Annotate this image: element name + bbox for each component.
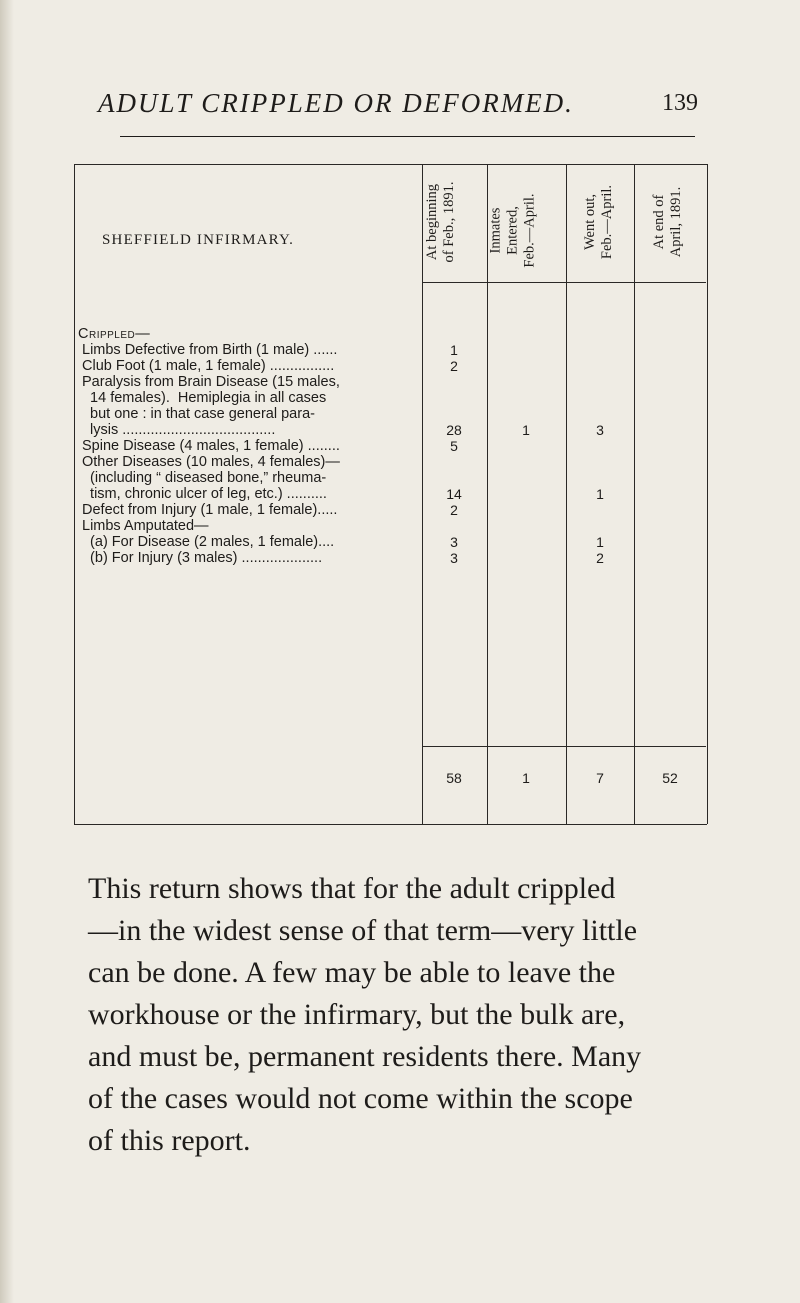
row-label: Defect from Injury (1 male, 1 female)..... bbox=[82, 502, 338, 518]
row-label: (including “ diseased bone,” rheuma- bbox=[82, 470, 327, 486]
cell-value: 1 bbox=[596, 486, 604, 502]
text-line: —in the widest sense of that term—very little bbox=[88, 914, 638, 947]
row-label: Paralysis from Brain Disease (15 males, bbox=[82, 374, 340, 390]
row-label: Spine Disease (4 males, 1 female) ........ bbox=[82, 438, 340, 454]
cell-value: 3 bbox=[450, 534, 458, 550]
cell-value: 2 bbox=[596, 550, 604, 566]
table-title: SHEFFIELD INFIRMARY. bbox=[102, 232, 295, 248]
cell-value: 3 bbox=[450, 550, 458, 566]
cell-value: 3 bbox=[596, 422, 604, 438]
row-label: Limbs Amputated— bbox=[82, 518, 209, 534]
text-line: of this report. bbox=[88, 1124, 251, 1157]
column-divider bbox=[566, 164, 567, 824]
row-label: (a) For Disease (2 males, 1 female).... bbox=[82, 534, 335, 550]
page-edge-shadow bbox=[0, 0, 14, 1303]
cell-value: 14 bbox=[446, 486, 462, 502]
row-label: (b) For Injury (3 males) .................... bbox=[82, 550, 323, 566]
row-label: Other Diseases (10 males, 4 females)— bbox=[82, 454, 340, 470]
row-label: Club Foot (1 male, 1 female) ................ bbox=[82, 358, 335, 374]
text-line: and must be, permanent residents there. Many bbox=[88, 1040, 642, 1073]
total-entered: 1 bbox=[522, 770, 530, 786]
text-line: workhouse or the infirmary, but the bulk are, bbox=[88, 998, 626, 1031]
total-went-out: 7 bbox=[596, 770, 604, 786]
cell-value: 2 bbox=[450, 502, 458, 518]
column-divider bbox=[634, 164, 635, 824]
row-label: Limbs Defective from Birth (1 male) ...... bbox=[82, 342, 338, 358]
column-header-end: At end of April, 1891. bbox=[651, 186, 684, 258]
page-number: 139 bbox=[662, 90, 698, 116]
cell-value: 1 bbox=[522, 422, 530, 438]
column-header-went-out: Went out, Feb.—April. bbox=[582, 184, 615, 260]
column-header-entered: Inmates Entered, Feb.—April. bbox=[487, 193, 538, 268]
cell-value: 1 bbox=[596, 534, 604, 550]
column-divider bbox=[422, 164, 423, 824]
row-label: lysis ...................................... bbox=[82, 422, 276, 438]
cell-value: 5 bbox=[450, 438, 458, 454]
section-label: Crippled— bbox=[78, 326, 151, 342]
running-head bbox=[98, 88, 698, 128]
totals-rule bbox=[422, 746, 706, 747]
row-label: tism, chronic ulcer of leg, etc.) .......... bbox=[82, 486, 327, 502]
cell-value: 2 bbox=[450, 358, 458, 374]
row-label: 14 females). Hemiplegia in all cases bbox=[82, 390, 327, 406]
body-paragraph bbox=[88, 868, 708, 1162]
row-label: but one : in that case general para- bbox=[82, 406, 315, 422]
total-beginning: 58 bbox=[446, 770, 462, 786]
cell-value: 1 bbox=[450, 342, 458, 358]
running-title: ADULT CRIPPLED OR DEFORMED. bbox=[98, 88, 574, 118]
text-line: can be done. A few may be able to leave the bbox=[88, 956, 616, 989]
text-line: This return shows that for the adult crippled bbox=[88, 872, 616, 905]
header-rule bbox=[120, 136, 695, 137]
column-header-beginning: At beginning of Feb., 1891. bbox=[424, 181, 457, 263]
text-line: of the cases would not come within the scope bbox=[88, 1082, 633, 1115]
header-underline bbox=[422, 282, 706, 283]
cell-value: 28 bbox=[446, 422, 462, 438]
table-bottom-border bbox=[74, 824, 707, 825]
total-end: 52 bbox=[662, 770, 678, 786]
